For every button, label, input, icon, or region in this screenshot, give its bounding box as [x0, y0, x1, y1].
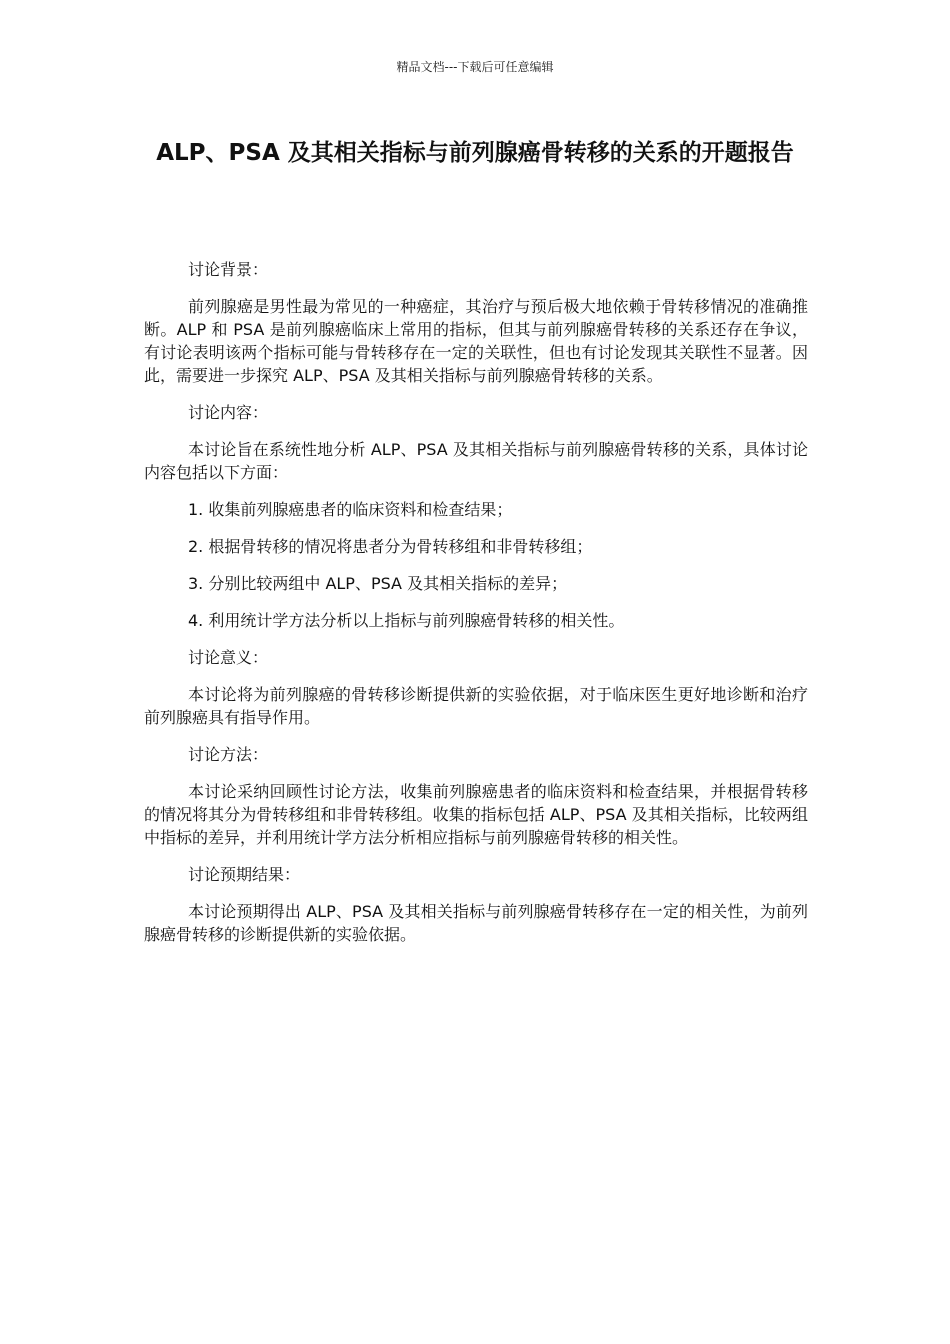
document-body: [144, 258, 808, 960]
list-item-2: 2. 根据骨转移的情况将患者分为骨转移组和非骨转移组；: [188, 537, 593, 556]
list-item-1: 1. 收集前列腺癌患者的临床资料和检查结果；: [188, 500, 513, 519]
significance-heading: 讨论意义：: [188, 648, 269, 667]
list-item-3: 3. 分别比较两组中 ALP、PSA 及其相关指标的差异；: [188, 574, 568, 593]
method-heading: 讨论方法：: [188, 745, 269, 764]
header-note: 精品文档---下载后可任意编辑: [396, 60, 554, 74]
expected-results-heading: 讨论预期结果：: [188, 865, 301, 884]
background-paragraph: 前列腺癌是男性最为常见的一种癌症，其治疗与预后极大地依赖于骨转移情况的准确推断。ALP 和 PSA 是前列腺癌临床上常用的指标，但其与前列腺癌骨转移的关系还存在争议，有讨论表明该两个指标可能与骨转移存在一定的关联性，但也有讨论发现其关联性不显著。因此，需要进一步探究 ALP、PSA 及其相关指标与前列腺癌骨转移的关系。: [144, 297, 808, 385]
list-item-4: 4. 利用统计学方法分析以上指标与前列腺癌骨转移的相关性。: [188, 611, 625, 630]
background-heading: 讨论背景：: [188, 260, 269, 279]
content-paragraph: 本讨论旨在系统性地分析 ALP、PSA 及其相关指标与前列腺癌骨转移的关系，具体讨论内容包括以下方面：: [144, 440, 808, 482]
method-paragraph: 本讨论采纳回顾性讨论方法，收集前列腺癌患者的临床资料和检查结果，并根据骨转移的情况将其分为骨转移组和非骨转移组。收集的指标包括 ALP、PSA 及其相关指标，比较两组中指标的差异，并利用统计学方法分析相应指标与前列腺癌骨转移的相关性。: [144, 782, 808, 847]
significance-paragraph: 本讨论将为前列腺癌的骨转移诊断提供新的实验依据，对于临床医生更好地诊断和治疗前列腺癌具有指导作用。: [144, 685, 808, 727]
content-heading: 讨论内容：: [188, 403, 269, 422]
expected-results-paragraph: 本讨论预期得出 ALP、PSA 及其相关指标与前列腺癌骨转移存在一定的相关性，为前列腺癌骨转移的诊断提供新的实验依据。: [144, 902, 808, 944]
document-title: ALP、PSA 及其相关指标与前列腺癌骨转移的关系的开题报告: [156, 140, 794, 166]
